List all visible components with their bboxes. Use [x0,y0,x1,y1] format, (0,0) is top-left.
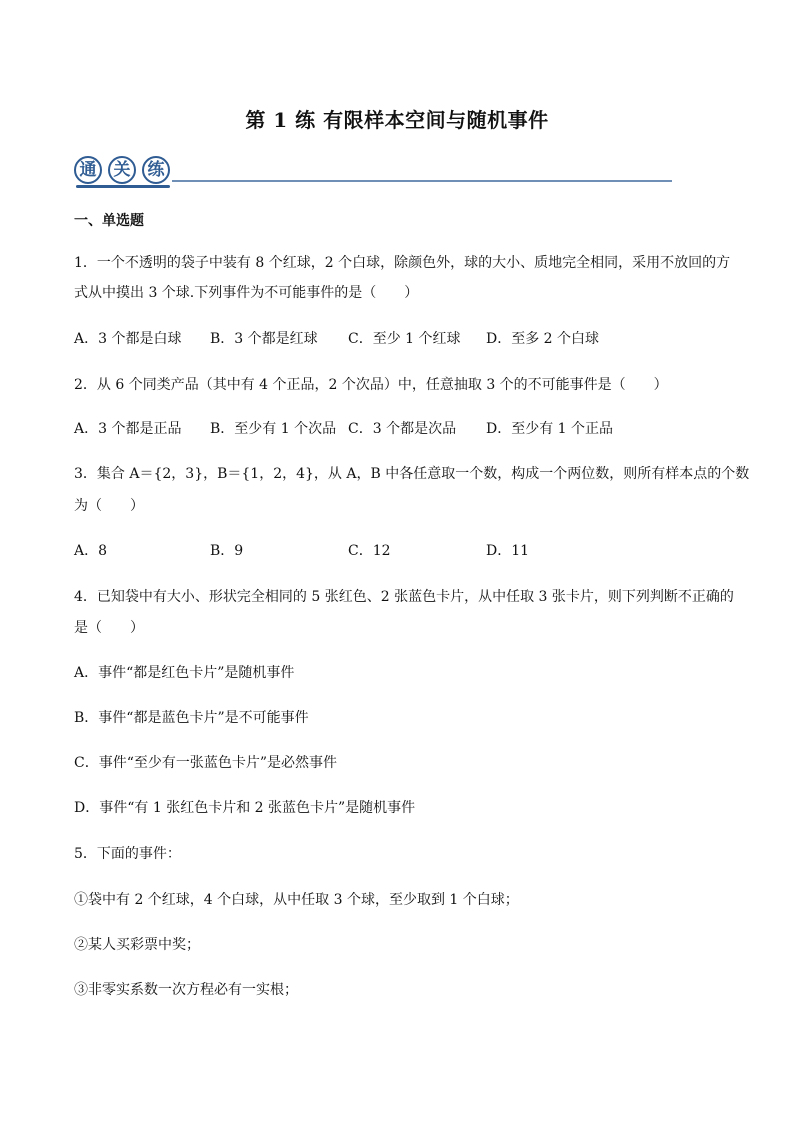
question-2-line-1: 2．从 6 个同类产品（其中有 4 个正品，2 个次品）中，任意抽取 3 个的不可能事件是（ ） [74,377,668,393]
question-3-line-2: 为（ ） [74,498,144,514]
question-4-option-c: C．事件“至少有一张蓝色卡片”是必然事件 [74,755,338,771]
question-2-option-c: C．3 个都是次品 [348,421,457,437]
question-4-option-d: D．事件“有 1 张红色卡片和 2 张蓝色卡片”是随机事件 [74,800,416,816]
question-4-line-1: 4．已知袋中有大小、形状完全相同的 5 张红色、2 张蓝色卡片，从中任取 3 张卡片，则下列判断不正确的 [74,589,734,605]
question-4-option-b: B．事件“都是蓝色卡片”是不可能事件 [74,710,309,726]
question-5-item-2: ②某人买彩票中奖； [74,937,200,953]
question-3-option-a: A．8 [74,543,108,559]
question-5-item-3: ③非零实系数一次方程必有一实根； [74,982,298,998]
question-2-option-b: B．至少有 1 个次品 [210,421,337,437]
question-1-line-2: 式从中摸出 3 个球.下列事件为不可能事件的是（ ） [74,285,419,301]
question-1-option-a: A．3 个都是白球 [74,331,182,347]
question-2-option-d: D．至少有 1 个正品 [486,421,614,437]
header-rule [172,180,672,182]
badge-char-2: 关 [108,156,136,184]
question-1-line-1: 1．一个不透明的袋子中装有 8 个红球，2 个白球，除颜色外，球的大小、质地完全相同，采用不放回的方 [74,255,731,271]
badge-char-1: 通 [74,156,102,184]
question-3-option-d: D．11 [486,543,530,559]
question-3-line-1: 3．集合 A＝{2，3}，B＝{1，2，4}，从 A，B 中各任意取一个数，构成一个两位数，则所有样本点的个数 [74,466,750,482]
badge-underline [76,185,170,188]
question-1-option-d: D．至多 2 个白球 [486,331,600,347]
page-title: 第 1 练 有限样本空间与随机事件 [245,108,549,132]
question-5-line-1: 5．下面的事件： [74,846,181,862]
question-1-option-c: C．至少 1 个红球 [348,331,461,347]
section-badge [74,154,172,190]
question-3-option-b: B．9 [210,543,244,559]
question-2-option-a: A．3 个都是正品 [74,421,182,437]
question-5-item-1: ①袋中有 2 个红球，4 个白球，从中任取 3 个球，至少取到 1 个白球； [74,892,519,908]
badge-char-3: 练 [142,156,170,184]
question-4-line-2: 是（ ） [74,620,144,636]
question-1-option-b: B．3 个都是红球 [210,331,318,347]
question-4-option-a: A．事件“都是红色卡片”是随机事件 [74,665,295,681]
question-3-option-c: C．12 [348,543,391,559]
section-heading: 一、单选题 [74,213,144,229]
